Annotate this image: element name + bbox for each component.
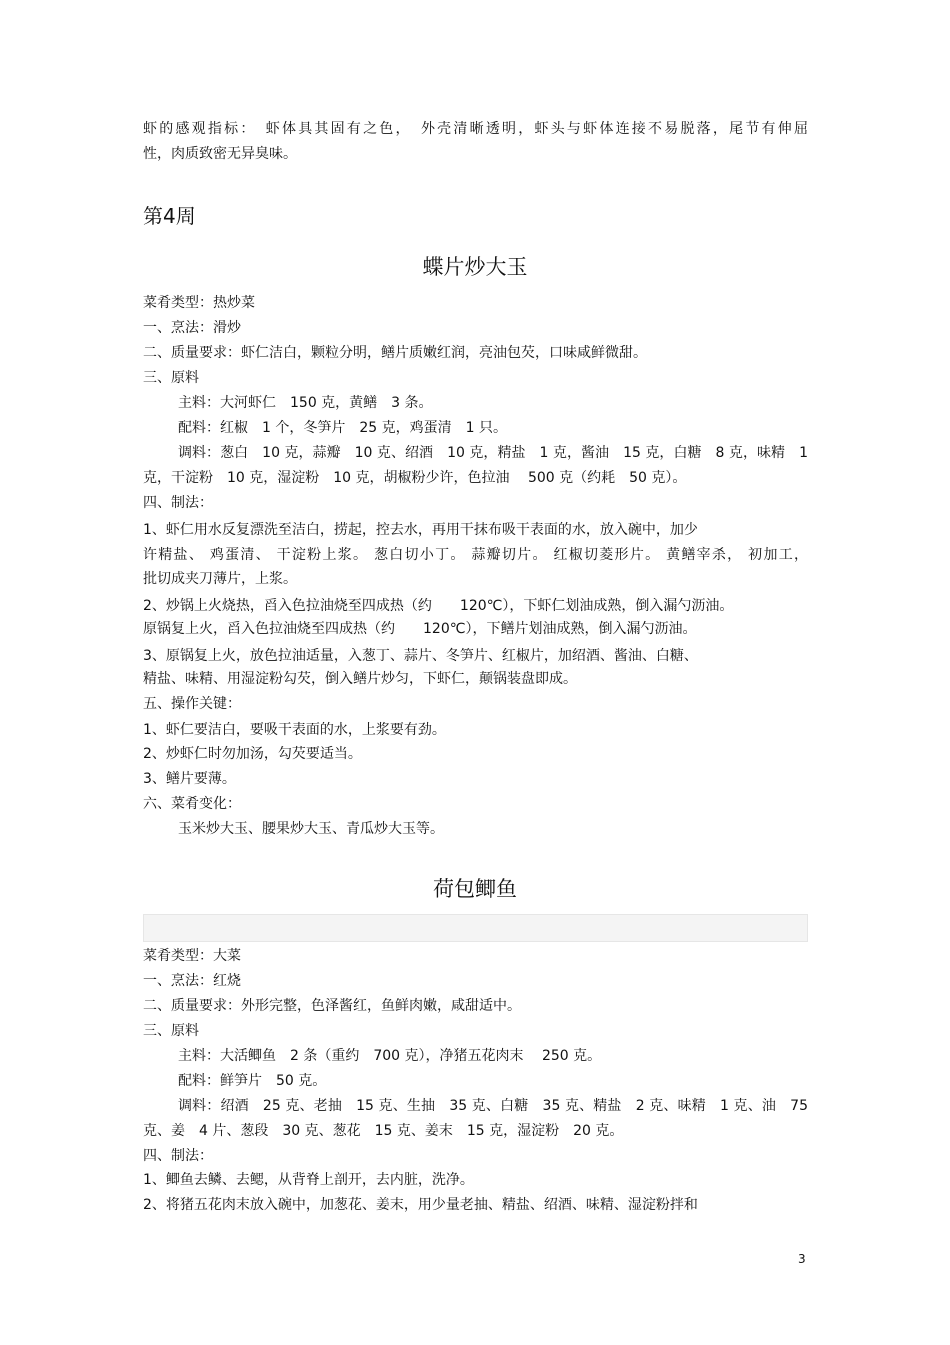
- dish1-title: 蝶片炒大玉: [422, 255, 528, 279]
- dish1-steps-heading: 四、制法：: [143, 495, 213, 511]
- dish1-main-ingredients: 主料：大河虾仁 150 克，黄鳝 3 条。: [178, 395, 433, 411]
- dish1-type: 菜肴类型：热炒菜: [143, 295, 255, 311]
- dish1-step1-line-1: 1、虾仁用水反复漂洗至洁白，捞起，控去水，再用干抹布吸干表面的水，放入碗中，加少: [143, 522, 698, 538]
- dish2-seasoning-line-1: 调料：绍酒 25 克、老抽 15 克、生抽 35 克、白糖 35 克、精盐 2 克、味精 1 克、油 75: [178, 1098, 808, 1114]
- page-number: 3: [798, 1252, 806, 1266]
- dish1-aux-ingredients: 配料：红椒 1 个，冬笋片 25 克，鸡蛋清 1 只。: [178, 420, 507, 436]
- dish1-variation: 玉米炒大玉、腰果炒大玉、青瓜炒大玉等。: [178, 821, 444, 837]
- dish2-method: 一、烹法：红烧: [143, 973, 241, 989]
- dish2-step-2: 2、将猪五花肉末放入碗中，加葱花、姜末，用少量老抽、精盐、绍酒、味精、湿淀粉拌和: [143, 1197, 698, 1213]
- dish1-keys-heading: 五、操作关键：: [143, 696, 241, 712]
- dish2-step-1: 1、鲫鱼去鳞、去鳃，从背脊上剖开，去内脏，洗净。: [143, 1172, 474, 1188]
- dish1-seasoning-line-2: 克，干淀粉 10 克，湿淀粉 10 克，胡椒粉少许，色拉油 500 克（约耗 50 克）。: [143, 470, 687, 486]
- dish1-quality: 二、质量要求：虾仁洁白，颗粒分明，鳝片质嫩红润，亮油包芡，口味咸鲜微甜。: [143, 345, 647, 361]
- grey-band: [143, 914, 808, 942]
- intro-line-1: 虾的感观指标： 虾体具其固有之色， 外壳清晰透明，虾头与虾体连接不易脱落，尾节有伸屈: [143, 121, 808, 137]
- dish1-step1-line-2: 许精盐、 鸡蛋清、 干淀粉上浆。 葱白切小丁。 蒜瓣切片。 红椒切菱形片。 黄鳝宰杀， 初加工，: [143, 547, 808, 563]
- intro-line-2: 性，肉质致密无异臭味。: [143, 146, 297, 162]
- dish2-seasoning-line-2: 克、姜 4 片、葱段 30 克、葱花 15 克、姜末 15 克，湿淀粉 20 克。: [143, 1123, 624, 1139]
- dish1-step3-line-1: 3、原锅复上火，放色拉油适量，入葱丁、蒜片、冬笋片、红椒片，加绍酒、酱油、白糖、: [143, 648, 698, 664]
- dish1-step3-line-2: 精盐、味精、用湿淀粉勾芡，倒入鳝片炒匀，下虾仁，颠锅装盘即成。: [143, 671, 577, 687]
- dish2-type: 菜肴类型：大菜: [143, 948, 241, 964]
- dish1-variation-heading: 六、菜肴变化：: [143, 796, 241, 812]
- dish2-materials-heading: 三、原料: [143, 1023, 199, 1039]
- dish1-key-1: 1、虾仁要洁白，要吸干表面的水，上浆要有劲。: [143, 722, 446, 738]
- week-heading: 第4周: [143, 204, 196, 228]
- dish1-step2-line-1: 2、炒锅上火烧热，舀入色拉油烧至四成热（约 120℃），下虾仁划油成熟，倒入漏勺沥油。: [143, 598, 734, 614]
- dish2-steps-heading: 四、制法：: [143, 1148, 213, 1164]
- dish1-method: 一、烹法：滑炒: [143, 320, 241, 336]
- dish1-seasoning-line-1: 调料：葱白 10 克，蒜瓣 10 克、绍酒 10 克，精盐 1 克，酱油 15 克，白糖 8 克，味精 1: [178, 445, 808, 461]
- dish1-key-2: 2、炒虾仁时勿加汤，勾芡要适当。: [143, 746, 362, 762]
- dish2-title: 荷包鲫鱼: [433, 877, 517, 901]
- dish1-materials-heading: 三、原料: [143, 370, 199, 386]
- dish1-step1-line-3: 批切成夹刀薄片，上浆。: [143, 571, 297, 587]
- dish2-quality: 二、质量要求：外形完整，色泽酱红，鱼鲜肉嫩，咸甜适中。: [143, 998, 521, 1014]
- dish1-step2-line-2: 原锅复上火，舀入色拉油烧至四成热（约 120℃），下鳝片划油成熟，倒入漏勺沥油。: [143, 621, 697, 637]
- dish2-aux-ingredients: 配料：鲜笋片 50 克。: [178, 1073, 327, 1089]
- dish1-key-3: 3、鳝片要薄。: [143, 771, 236, 787]
- dish2-main-ingredients: 主料：大活鲫鱼 2 条（重约 700 克），净猪五花肉末 250 克。: [178, 1048, 602, 1064]
